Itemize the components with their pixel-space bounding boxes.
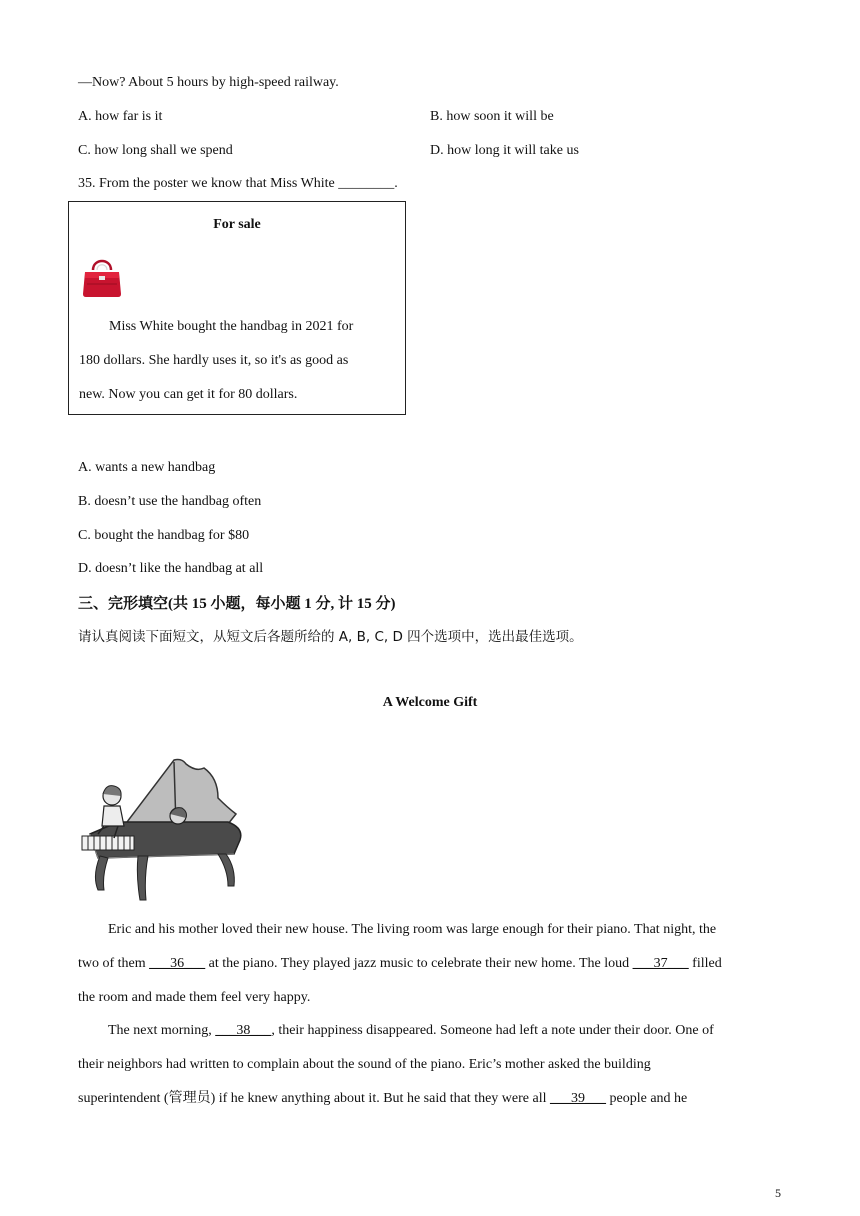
- q35-option-c: C. bought the handbag for $80: [78, 528, 250, 543]
- p1-line2-text-c: filled: [688, 956, 722, 971]
- passage-p2-line2: their neighbors had written to complain about the sound of the piano. Eric’s mother asked the building: [78, 1057, 651, 1072]
- poster-line-1: Miss White bought the handbag in 2021 for: [109, 319, 354, 334]
- q34-option-b: B. how soon it will be: [430, 109, 554, 124]
- p1-line2-text-a: two of them: [78, 956, 150, 971]
- passage-p2-line1: [78, 1021, 714, 1041]
- q34-option-c: C. how long shall we spend: [78, 143, 233, 158]
- blank-36: ___36___: [149, 956, 206, 971]
- sale-poster: [68, 201, 406, 415]
- poster-title: For sale: [213, 217, 261, 232]
- q34-option-d: D. how long it will take us: [430, 143, 579, 158]
- blank-38: ___38___: [215, 1023, 272, 1038]
- section-heading: [78, 593, 396, 614]
- p2-line3-text-a: superintendent (管理员) if he knew anything about it. But he said that they were all: [78, 1091, 550, 1106]
- p2-line1-text-b: , their happiness disappeared. Someone had left a note under their door. One of: [271, 1023, 714, 1038]
- q34-option-a: A. how far is it: [78, 109, 163, 124]
- blank-37: ___37___: [632, 956, 689, 971]
- piano-illustration: [78, 758, 244, 908]
- passage-p1-line3: the room and made them feel very happy.: [78, 990, 311, 1005]
- blank-39: ___39___: [550, 1091, 606, 1106]
- q35-stem: 35. From the poster we know that Miss White ________.: [78, 176, 398, 191]
- q35-option-a: A. wants a new handbag: [78, 460, 216, 475]
- poster-line-3: new. Now you can get it for 80 dollars.: [79, 387, 298, 402]
- poster-line-2: 180 dollars. She hardly uses it, so it's as good as: [79, 353, 349, 368]
- section-heading-prefix: 三、完形填空: [78, 594, 169, 612]
- passage-title: A Welcome Gift: [382, 695, 478, 710]
- passage-p1-line1: Eric and his mother loved their new house. The living room was large enough for their piano. That night, the: [108, 922, 717, 937]
- p1-line2-text-b: at the piano. They played jazz music to celebrate their new home. The loud: [205, 956, 633, 971]
- p2-line1-text-a: The next morning,: [108, 1023, 216, 1038]
- passage-p2-line3: [78, 1089, 687, 1109]
- section-instruction: 请认真阅读下面短文，从短文后各题所给的 A, B, C, D 四个选项中，选出最佳选项。: [78, 629, 583, 645]
- handbag-icon: [81, 254, 123, 298]
- p2-line3-text-b: people and he: [606, 1091, 688, 1106]
- passage-p1-line2: [78, 954, 722, 974]
- q35-option-b: B. doesn’t use the handbag often: [78, 494, 262, 509]
- q35-option-d: D. doesn’t like the handbag at all: [78, 561, 264, 576]
- section-heading-main: (共 15 小题，每小题 1 分, 计 15 分): [168, 596, 396, 612]
- page-number: 5: [775, 1186, 781, 1200]
- q34-answer-line: —Now? About 5 hours by high-speed railway.: [78, 75, 339, 90]
